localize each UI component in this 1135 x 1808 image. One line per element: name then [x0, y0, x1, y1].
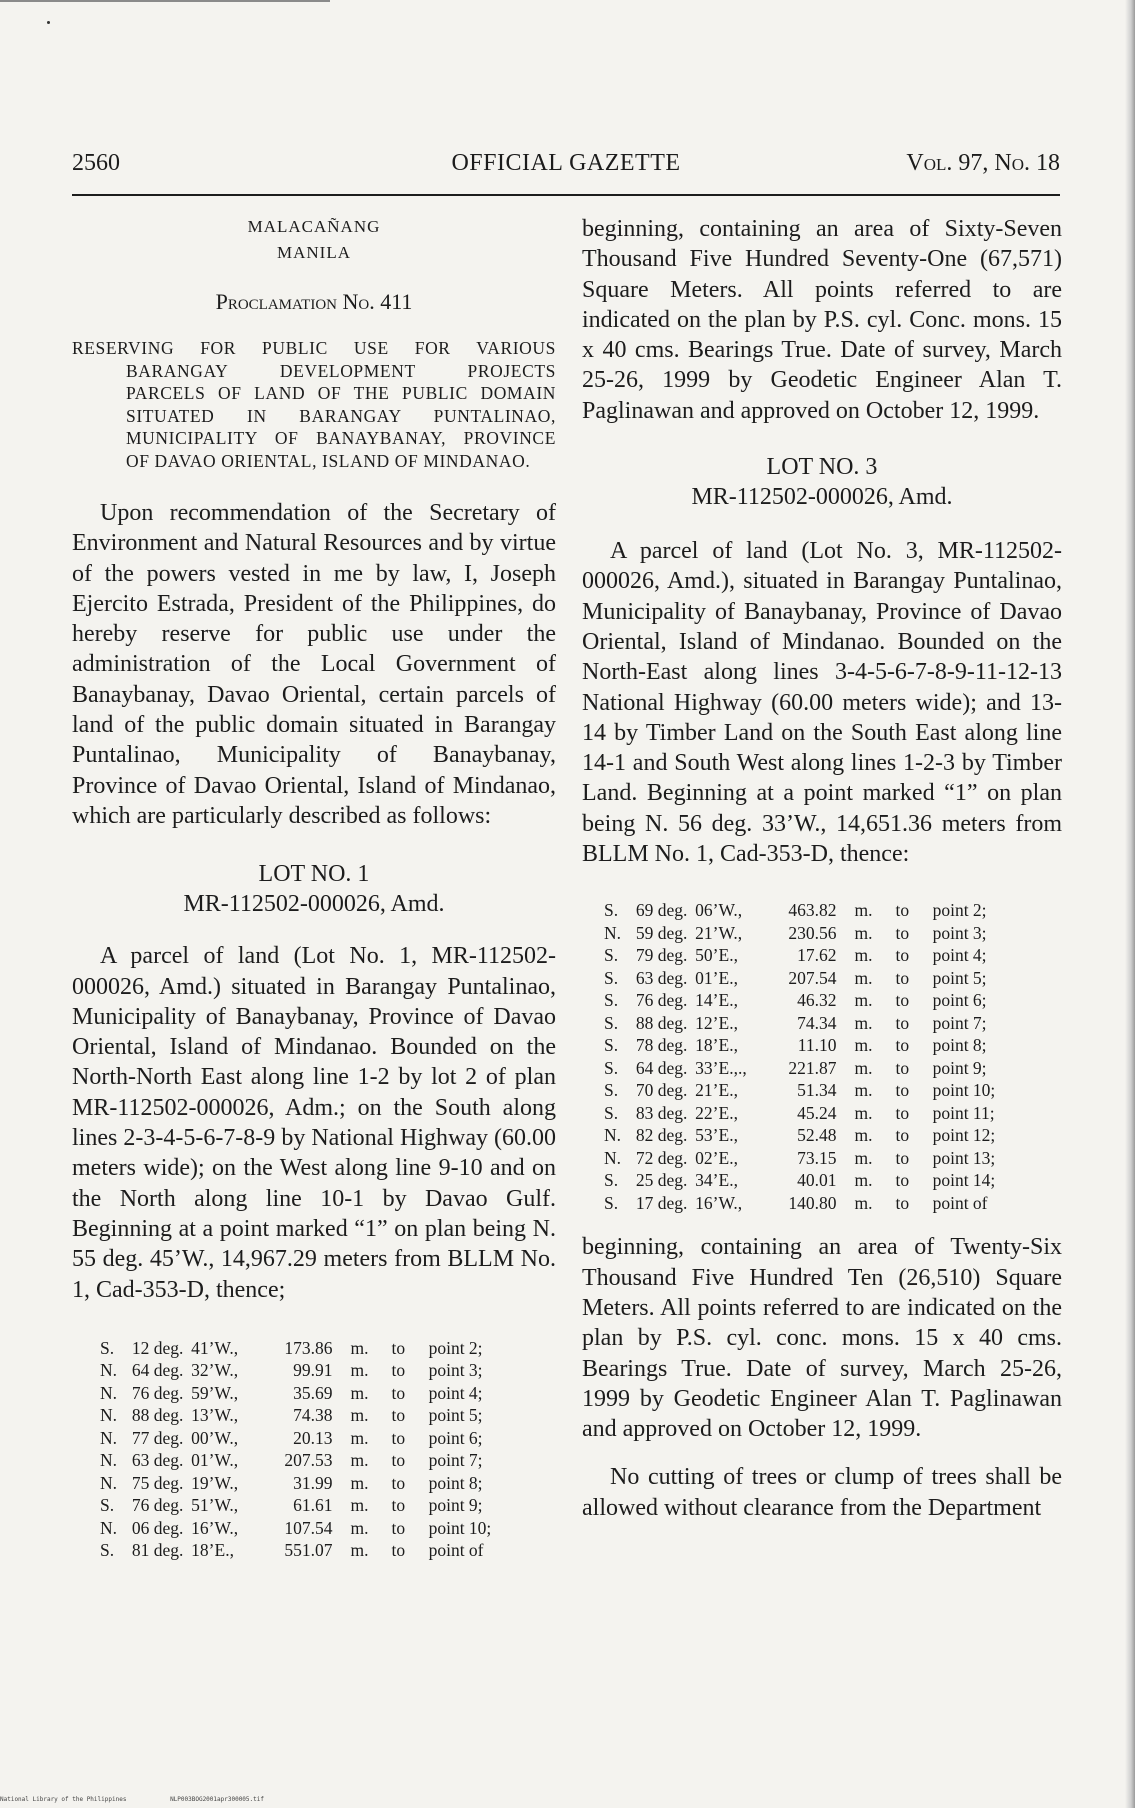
- lot-1-continuation: beginning, containing an area of Sixty-Seven Thousand Five Hundred Seventy-One (67,571) Square Meters. All points referred to are indicated on the plan by P.S. cyl. Conc. mons. 15 x 40 cms. Bearings True. Date of survey, March 25-26, 1999 by Geodetic Engineer Alan T. Paglinawan and approved on October 12, 1999.: [582, 216, 1062, 424]
- bearing-direction: S.: [604, 1057, 619, 1078]
- lot-3-subheading: MR-112502-000026, Amd.: [691, 484, 953, 511]
- bearing-distance: 74.34: [797, 1012, 837, 1033]
- bearing-to: to: [895, 1147, 910, 1168]
- bearing-distance: 463.82: [788, 900, 837, 921]
- bearing-degrees: 63 deg.: [131, 1450, 184, 1471]
- bearing-direction: S.: [100, 1495, 115, 1516]
- bearing-point: point 12;: [932, 1125, 996, 1146]
- bearing-unit: m.: [854, 1170, 873, 1191]
- bearing-row: [604, 1079, 1060, 1102]
- bearing-point: point 11;: [932, 1102, 995, 1123]
- bearing-unit: m.: [350, 1540, 369, 1561]
- bearing-distance: 207.53: [284, 1450, 333, 1471]
- bearing-distance: 31.99: [293, 1472, 333, 1493]
- bearing-direction: N.: [604, 922, 622, 943]
- bearing-minutes: 59’W.,: [191, 1382, 239, 1403]
- scan-footer: [0, 1796, 304, 1803]
- bearing-distance: 17.62: [797, 945, 837, 966]
- bearing-minutes: 12’E.,: [695, 1012, 738, 1033]
- bearing-unit: m.: [854, 900, 873, 921]
- bearing-degrees: 79 deg.: [635, 945, 688, 966]
- bearing-row: [100, 1517, 556, 1540]
- bearing-unit: m.: [350, 1382, 369, 1403]
- lot-3-bearings-table: [604, 899, 1060, 1214]
- bearing-direction: S.: [604, 945, 619, 966]
- bearing-distance: 46.32: [797, 990, 837, 1011]
- bearing-row: [604, 967, 1060, 990]
- bearing-row: [604, 1124, 1060, 1147]
- bearing-degrees: 77 deg.: [131, 1427, 184, 1448]
- bearing-direction: S.: [604, 990, 619, 1011]
- right-column: [582, 216, 1062, 1523]
- bearing-to: to: [391, 1517, 406, 1538]
- bearing-degrees: 70 deg.: [635, 1080, 688, 1101]
- bearing-point: point 7;: [932, 1012, 987, 1033]
- bearing-degrees: 59 deg.: [635, 922, 688, 943]
- bearing-minutes: 50’E.,: [695, 945, 738, 966]
- bearing-unit: m.: [350, 1517, 369, 1538]
- bearing-unit: m.: [854, 1080, 873, 1101]
- bearing-to: to: [895, 1012, 910, 1033]
- bearing-row: [604, 1102, 1060, 1125]
- bearing-direction: N.: [100, 1405, 118, 1426]
- bearing-row: [100, 1382, 556, 1405]
- bearing-point: point 6;: [428, 1427, 483, 1448]
- bearing-point: point 10;: [932, 1080, 996, 1101]
- bearing-to: to: [391, 1495, 406, 1516]
- page-header: [72, 150, 1060, 186]
- bearing-direction: S.: [604, 1080, 619, 1101]
- bearing-row: [604, 899, 1060, 922]
- page-number: 2560: [72, 150, 120, 176]
- bearing-row: [100, 1494, 556, 1517]
- bearing-to: to: [391, 1337, 406, 1358]
- bearing-point: point 8;: [932, 1035, 987, 1056]
- bearing-row: [100, 1539, 556, 1562]
- bearing-minutes: 21’W.,: [695, 922, 743, 943]
- bearing-minutes: 19’W.,: [191, 1472, 239, 1493]
- bearing-unit: m.: [854, 1125, 873, 1146]
- bearing-direction: N.: [100, 1450, 118, 1471]
- bearing-row: [100, 1404, 556, 1427]
- bearing-direction: N.: [100, 1472, 118, 1493]
- bearing-degrees: 75 deg.: [131, 1472, 184, 1493]
- bearing-unit: m.: [350, 1337, 369, 1358]
- bearing-point: point 2;: [932, 900, 987, 921]
- bearing-degrees: 88 deg.: [635, 1012, 688, 1033]
- bearing-point: point 3;: [932, 922, 987, 943]
- library-credit: National Library of the Philippines: [0, 1796, 127, 1803]
- bearing-minutes: 34’E.,: [695, 1170, 738, 1191]
- bearing-distance: 207.54: [788, 967, 837, 988]
- bearing-minutes: 16’W.,: [191, 1517, 239, 1538]
- bearing-point: point 7;: [428, 1450, 483, 1471]
- bearing-row: [100, 1472, 556, 1495]
- bearing-minutes: 13’W.,: [191, 1405, 239, 1426]
- bearing-distance: 35.69: [293, 1382, 333, 1403]
- lot-1-heading: LOT NO. 1: [258, 861, 370, 888]
- bearing-to: to: [895, 945, 910, 966]
- bearing-distance: 73.15: [797, 1147, 837, 1168]
- bearing-unit: m.: [854, 1192, 873, 1213]
- bearing-row: [604, 1012, 1060, 1035]
- bearing-point: point 6;: [932, 990, 987, 1011]
- bearing-distance: 173.86: [284, 1337, 333, 1358]
- bearing-point: point 13;: [932, 1147, 996, 1168]
- bearing-to: to: [895, 1035, 910, 1056]
- bearing-point: point 5;: [932, 967, 987, 988]
- bearing-point: point 2;: [428, 1337, 483, 1358]
- bearing-direction: N.: [604, 1125, 622, 1146]
- bearing-unit: m.: [854, 967, 873, 988]
- bearing-to: to: [895, 1080, 910, 1101]
- bearing-degrees: 64 deg.: [131, 1360, 184, 1381]
- lot-3-heading: LOT NO. 3: [766, 454, 878, 481]
- bearing-unit: m.: [854, 922, 873, 943]
- bearing-distance: 51.34: [797, 1080, 837, 1101]
- bearing-distance: 20.13: [293, 1427, 333, 1448]
- bearing-degrees: 76 deg.: [635, 990, 688, 1011]
- bearing-unit: m.: [854, 945, 873, 966]
- bearing-to: to: [391, 1405, 406, 1426]
- bearing-row: [604, 1192, 1060, 1215]
- publication-title: OFFICIAL GAZETTE: [451, 150, 681, 176]
- bearing-direction: S.: [604, 900, 619, 921]
- bearing-point: point 8;: [428, 1472, 483, 1493]
- lot-1-description: A parcel of land (Lot No. 1, MR-112502-000026, Amd.) situated in Barangay Puntalinao, Municipality of Banaybanay, Province of Davao Oriental, Island of Mindanao. Bounded on the North-North East along line 1-2 by lot 2 of plan MR-112502-000026, Adm.; on the South along lines 2-3-4-5-6-7-8-9 by National Highway (60.00 meters wide); on the West along line 9-10 and on the North along line 10-1 by Davao Gulf. Beginning at a point marked “1” on plan being N. 55 deg. 45’W., 14,967.29 meters from BLLM No. 1, Cad-353-D, thence;: [72, 943, 556, 1303]
- scan-speck: [47, 21, 50, 24]
- bearing-point: point 4;: [428, 1382, 483, 1403]
- bearing-point: point of: [428, 1540, 484, 1561]
- bearing-to: to: [391, 1427, 406, 1448]
- bearing-minutes: 51’W.,: [191, 1495, 239, 1516]
- bearing-to: to: [391, 1360, 406, 1381]
- bearing-distance: 40.01: [797, 1170, 837, 1191]
- caption-line: PARCELS OF LAND OF THE PUBLIC DOMAIN: [126, 383, 556, 403]
- bearing-direction: S.: [604, 1192, 619, 1213]
- bearing-minutes: 22’E.,: [695, 1102, 738, 1123]
- bearing-row: [604, 1057, 1060, 1080]
- bearing-point: point of: [932, 1192, 988, 1213]
- bearing-unit: m.: [350, 1472, 369, 1493]
- intro-paragraph: Upon recommendation of the Secretary of Environment and Natural Resources and by virtue of the powers vested in me by law, I, Joseph Ejercito Estrada, President of the Philippines, do hereby reserve for public use under the administration of the Local Government of Banaybanay, Davao Oriental, certain parcels of land of the public domain situated in Barangay Puntalinao, Municipality of Banaybanay, Province of Davao Oriental, Island of Mindanao, which are particularly described as follows:: [72, 500, 556, 829]
- bearing-point: point 10;: [428, 1517, 492, 1538]
- bearing-row: [100, 1359, 556, 1382]
- lot-1-bearings-table: [100, 1337, 556, 1562]
- bearing-minutes: 18’E.,: [695, 1035, 738, 1056]
- scan-page-edge: [1125, 0, 1135, 1808]
- bearing-unit: m.: [350, 1495, 369, 1516]
- proclamation-title: Proclamation No. 411: [215, 289, 413, 314]
- bearing-to: to: [895, 1125, 910, 1146]
- bearing-direction: S.: [604, 1012, 619, 1033]
- bearing-row: [604, 1034, 1060, 1057]
- left-column: [72, 217, 556, 1562]
- bearing-distance: 11.10: [797, 1035, 837, 1056]
- bearing-minutes: 16’W.,: [695, 1192, 743, 1213]
- bearing-direction: S.: [604, 1170, 619, 1191]
- issuer-line-1: MALACAÑANG: [247, 217, 381, 236]
- closing-paragraph: No cutting of trees or clump of trees shall be allowed without clearance from the Department: [582, 1464, 1062, 1521]
- bearing-direction: S.: [604, 967, 619, 988]
- bearing-minutes: 21’E.,: [695, 1080, 738, 1101]
- bearing-degrees: 82 deg.: [635, 1125, 688, 1146]
- bearing-direction: N.: [100, 1382, 118, 1403]
- bearing-distance: 74.38: [293, 1405, 333, 1426]
- bearing-distance: 140.80: [788, 1192, 837, 1213]
- bearing-to: to: [391, 1472, 406, 1493]
- bearing-to: to: [895, 967, 910, 988]
- bearing-degrees: 76 deg.: [131, 1495, 184, 1516]
- bearing-point: point 9;: [932, 1057, 987, 1078]
- bearing-distance: 107.54: [284, 1517, 333, 1538]
- bearing-minutes: 41’W.,: [191, 1337, 239, 1358]
- bearing-direction: S.: [604, 1035, 619, 1056]
- bearing-minutes: 02’E.,: [695, 1147, 738, 1168]
- bearing-to: to: [895, 1170, 910, 1191]
- bearing-point: point 9;: [428, 1495, 483, 1516]
- bearing-direction: N.: [100, 1427, 118, 1448]
- bearing-to: to: [895, 990, 910, 1011]
- bearing-degrees: 72 deg.: [635, 1147, 688, 1168]
- bearing-minutes: 01’E.,: [695, 967, 738, 988]
- bearing-point: point 3;: [428, 1360, 483, 1381]
- bearing-unit: m.: [854, 1057, 873, 1078]
- scan-top-line: [0, 0, 330, 2]
- bearing-row: [100, 1427, 556, 1450]
- bearing-minutes: 14’E.,: [695, 990, 738, 1011]
- bearing-minutes: 00’W.,: [191, 1427, 239, 1448]
- bearing-to: to: [895, 1192, 910, 1213]
- header-rule: [72, 194, 1060, 196]
- bearing-row: [604, 1169, 1060, 1192]
- bearing-direction: S.: [100, 1540, 115, 1561]
- bearing-to: to: [895, 922, 910, 943]
- bearing-unit: m.: [854, 1035, 873, 1056]
- bearing-unit: m.: [350, 1427, 369, 1448]
- bearing-unit: m.: [854, 1102, 873, 1123]
- bearing-to: to: [391, 1382, 406, 1403]
- bearing-minutes: 53’E.,: [695, 1125, 738, 1146]
- bearing-minutes: 33’E.,.,: [695, 1057, 747, 1078]
- bearing-degrees: 78 deg.: [635, 1035, 688, 1056]
- bearing-unit: m.: [350, 1405, 369, 1426]
- lot-1-subheading: MR-112502-000026, Amd.: [183, 891, 445, 918]
- bearing-unit: m.: [350, 1450, 369, 1471]
- bearing-degrees: 76 deg.: [131, 1382, 184, 1403]
- bearing-degrees: 64 deg.: [635, 1057, 688, 1078]
- bearing-to: to: [895, 900, 910, 921]
- caption-line: MUNICIPALITY OF BANAYBANAY, PROVINCE: [126, 428, 556, 448]
- bearing-point: point 14;: [932, 1170, 996, 1191]
- bearing-to: to: [895, 1057, 910, 1078]
- bearing-row: [100, 1449, 556, 1472]
- bearing-unit: m.: [854, 1147, 873, 1168]
- bearing-unit: m.: [350, 1360, 369, 1381]
- bearing-row: [604, 922, 1060, 945]
- bearing-degrees: 88 deg.: [131, 1405, 184, 1426]
- bearing-row: [604, 1147, 1060, 1170]
- bearing-direction: N.: [100, 1360, 118, 1381]
- proclamation-caption: [72, 337, 556, 472]
- bearing-degrees: 17 deg.: [635, 1192, 688, 1213]
- bearing-distance: 52.48: [797, 1125, 837, 1146]
- bearing-to: to: [391, 1450, 406, 1471]
- bearing-distance: 551.07: [284, 1540, 333, 1561]
- bearing-degrees: 25 deg.: [635, 1170, 688, 1191]
- caption-line: RESERVING FOR PUBLIC USE FOR VARIOUS: [72, 338, 556, 358]
- file-identifier: NLP003BOG2001apr300005.tif: [170, 1796, 264, 1803]
- bearing-minutes: 32’W.,: [191, 1360, 239, 1381]
- bearing-direction: S.: [604, 1102, 619, 1123]
- caption-line: BARANGAY DEVELOPMENT PROJECTS: [126, 360, 556, 381]
- bearing-row: [604, 989, 1060, 1012]
- lot-3-continuation: beginning, containing an area of Twenty-Six Thousand Five Hundred Ten (26,510) Square Meters. All points referred to are indicated on the plan by P.S. cyl. conc. mons. 15 x 40 cms. Bearings True. Date of survey, March 25-26, 1999 by Geodetic Engineer Alan T. Paglinawan and approved on October 12, 1999.: [582, 1234, 1062, 1443]
- bearing-degrees: 06 deg.: [131, 1517, 184, 1538]
- lot-3-description: A parcel of land (Lot No. 3, MR-112502-000026, Amd.), situated in Barangay Puntalinao, Municipality of Banaybanay, Province of Davao Oriental, Island of Mindanao. Bounded on the North-East along lines 3-4-5-6-7-8-9-11-12-13 National Highway (60.00 meters wide); and 13-14 by Timber Land on the South East along line 14-1 and South West along lines 1-2-3 by Timber Land. Beginning at a point marked “1” on plan being N. 56 deg. 33’W., 14,651.36 meters from BLLM No. 1, Cad-353-D, thence:: [582, 538, 1062, 868]
- bearing-point: point 5;: [428, 1405, 483, 1426]
- bearing-degrees: 69 deg.: [635, 900, 688, 921]
- bearing-minutes: 06’W.,: [695, 900, 743, 921]
- issuer-line-2: MANILA: [277, 243, 351, 262]
- bearing-row: [100, 1337, 556, 1360]
- bearing-distance: 230.56: [788, 922, 837, 943]
- caption-line: SITUATED IN BARANGAY PUNTALINAO,: [126, 405, 556, 426]
- bearing-degrees: 63 deg.: [635, 967, 688, 988]
- bearing-to: to: [895, 1102, 910, 1123]
- bearing-distance: 45.24: [797, 1102, 837, 1123]
- bearing-unit: m.: [854, 990, 873, 1011]
- bearing-minutes: 18’E.,: [191, 1540, 234, 1561]
- bearing-point: point 4;: [932, 945, 987, 966]
- bearing-minutes: 01’W.,: [191, 1450, 239, 1471]
- bearing-row: [604, 944, 1060, 967]
- bearing-unit: m.: [854, 1012, 873, 1033]
- volume-issue: Vol. 97, No. 18: [906, 150, 1060, 176]
- bearing-direction: N.: [604, 1147, 622, 1168]
- bearing-distance: 61.61: [293, 1495, 333, 1516]
- caption-line: OF DAVAO ORIENTAL, ISLAND OF MINDANAO.: [126, 450, 531, 471]
- bearing-direction: N.: [100, 1517, 118, 1538]
- bearing-to: to: [391, 1540, 406, 1561]
- bearing-direction: S.: [100, 1337, 115, 1358]
- bearing-distance: 99.91: [293, 1360, 333, 1381]
- bearing-degrees: 81 deg.: [131, 1540, 184, 1561]
- bearing-degrees: 12 deg.: [131, 1337, 184, 1358]
- bearing-distance: 221.87: [788, 1057, 837, 1078]
- bearing-degrees: 83 deg.: [635, 1102, 688, 1123]
